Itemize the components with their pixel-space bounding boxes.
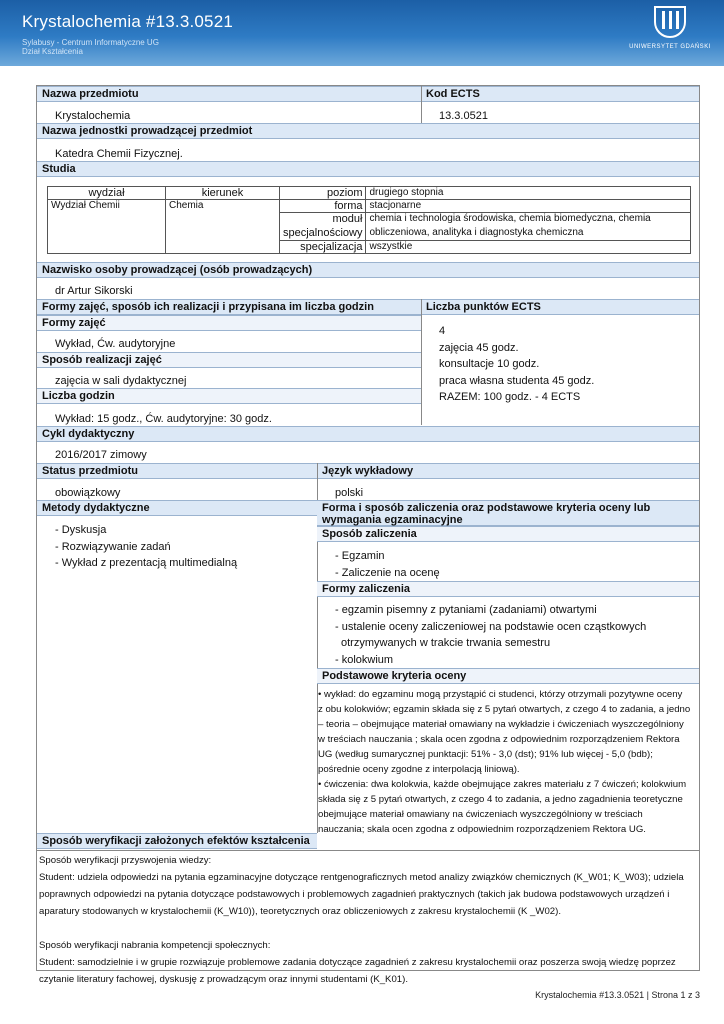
kierunek-value: Chemia [166, 200, 280, 254]
row-key-4: specjalizacja [280, 241, 366, 254]
university-logo [622, 6, 718, 58]
language-label: Język wykładowy [317, 463, 699, 479]
assessment-forms-label: Formy zaliczenia [317, 581, 699, 597]
verification-text: Sposób weryfikacji przyswojenia wiedzy: Student: udziela odpowiedzi na pytania egzaminacyjne dotyczące rentgenograficznych metod analizy związków chemicznych (K_W01; K_W03); udziela poprawnych odpowiedzi na pytania dotyczące podstawowych i problemowych zagadnień praktycznych (takich jak budowa podstawowych urządzeń i aparatury stodowanych w krystalochemii (K_W10)), teoretycznych oraz obliczeniowych z zakresu krystalochemii (K _W02). Sposób weryfikacji nabrania kompetencji społecznych: Student: samodzielnie i w grupie rozwiązuje problemowe zadania dotyczące zagadnień z zakresu krystalochemii oraz poszerza swoją wiedzę poprzez czytanie literatury fachowej, dyskusję z prowadzącym oraz innymi studentami (K_K01). [39, 855, 684, 985]
forms-method: zajęcia w sali dydaktycznej [55, 375, 187, 387]
row-key-2: moduł [280, 213, 366, 227]
col-kierunek: kierunek [166, 187, 280, 200]
banner-subtitle [22, 38, 159, 56]
assessment-label: Forma i sposób zaliczenia oraz podstawowe kryteria oceny lub wymagania egzaminacyjne [317, 500, 699, 526]
logo-text: UNIWERSYTET GDAŃSKI [629, 44, 711, 50]
page-footer: Krystalochemia #13.3.0521 | Strona 1 z 3 [535, 990, 700, 1000]
logo-mark-icon [654, 6, 686, 38]
row-val-0: drugiego stopnia [366, 187, 691, 200]
row-key-0: poziom [280, 187, 366, 200]
forms-method-label: Sposób realizacji zajęć [37, 352, 421, 368]
row-key-3: specjalnościowy [280, 227, 366, 241]
ects-points-list [439, 323, 594, 406]
language-value: polski [335, 487, 364, 499]
row-key-1: forma [280, 200, 366, 213]
course-name-label: Nazwa przedmiotu [37, 86, 421, 102]
ects-line: zajęcia 45 godz. [439, 341, 519, 354]
unit-value: Katedra Chemii Fizycznej. [55, 148, 183, 160]
row-val-4: wszystkie [366, 241, 691, 254]
cycle-label: Cykl dydaktyczny [37, 426, 699, 442]
list-item: - ustalenie oceny zaliczeniowej na podstawie ocen cząstkowych [335, 620, 647, 633]
ects-line: RAZEM: 100 godz. - 4 ECTS [439, 391, 581, 403]
header-banner [0, 0, 724, 66]
didactic-label: Metody dydaktyczne [37, 500, 317, 516]
course-name: Krystalochemia [55, 110, 131, 122]
row-val-1: stacjonarne [366, 200, 691, 213]
ects-code: 13.3.0521 [439, 110, 488, 122]
status-label: Status przedmiotu [37, 463, 317, 479]
list-item: - Dyskusja [55, 524, 107, 536]
studies-table [47, 186, 691, 254]
page-title: Krystalochemia #13.3.0521 [22, 12, 234, 31]
list-item: - egzamin pisemny z pytaniami (zadaniami) otwartymi [335, 604, 597, 616]
assessment-mode-list [335, 548, 440, 581]
row-val-3: obliczeniowa, analityka i diagnostyka chemiczna [366, 227, 691, 241]
forms-types-label: Formy zajęć [37, 315, 421, 331]
ects-code-label: Kod ECTS [421, 86, 699, 102]
lecturer-value: dr Artur Sikorski [55, 285, 133, 297]
cycle-value: 2016/2017 zimowy [55, 449, 147, 461]
forms-types: Wykład, Ćw. audytoryjne [55, 338, 176, 350]
status-value: obowiązkowy [55, 487, 121, 499]
row-val-2: chemia i technologia środowiska, chemia biomedyczna, chemia [366, 213, 691, 227]
list-item: - kolokwium [335, 653, 394, 666]
banner-sub2: Dział Kształcenia [22, 47, 83, 56]
ects-line: 4 [439, 325, 446, 337]
ects-points-label: Liczba punktów ECTS [421, 299, 699, 315]
list-item: - Egzamin [335, 550, 385, 562]
wydzial-value: Wydział Chemii [48, 200, 166, 254]
lecturer-label: Nazwisko osoby prowadzącej (osób prowadzących) [37, 262, 699, 278]
ects-line: praca własna studenta 45 godz. [439, 374, 595, 387]
forms-hours-label: Liczba godzin [37, 388, 421, 404]
forms-hours: Wykład: 15 godz., Ćw. audytoryjne: 30 godz. [55, 413, 272, 425]
didactic-list [55, 522, 237, 572]
syllabus-document [36, 85, 700, 985]
criteria-text: • wykład: do egzaminu mogą przystąpić ci studenci, którzy otrzymali pozytywne oceny z obu kolokwiów; egzamin składa się z 5 pytań otwartych, z czego 4 to zadania, a jedno – teoria – obejmujące materiał omawiany na wykładzie i ćwiczeniach wyszczególniony w treściach nauczania ; skala ocen zgodna z odpowiednim rozporządzeniem Rektora UG (według sumarycznej punktacji: 51% - 3,0 (dst); 91% lub więcej - 5,0 (bdb); pośrednie oceny zgodne z interpolacją liniową). • ćwiczenia: dwa kolokwia, każde obejmujące zakres materiału z 7 ćwiczeń; kolokwium składa się z 5 pytań otwartych, z czego 4 to zadania, a jedno zagadnienia teoretyczne obejmujące materiał omawiany na ćwiczeniach wyszczególniony w treściach nauczania; skala ocen zgodna z odpowiednim rozporządzeniem Rektora UG. [318, 689, 691, 835]
col-wydzial: wydział [48, 187, 166, 200]
assessment-forms-list [335, 602, 646, 668]
studies-label: Studia [37, 161, 699, 177]
ects-line: konsultacje 10 godz. [439, 358, 540, 370]
banner-sub1: Sylabusy - Centrum Informatyczne UG [22, 38, 159, 47]
verification-label: Sposób weryfikacji założonych efektów kształcenia [37, 833, 317, 849]
forms-label: Formy zajęć, sposób ich realizacji i przypisana im liczba godzin [37, 299, 421, 315]
criteria-label: Podstawowe kryteria oceny [317, 668, 699, 684]
list-item: - Zaliczenie na ocenę [335, 566, 440, 579]
list-item: - Rozwiązywanie zadań [55, 540, 171, 553]
list-item: - Wykład z prezentacją multimedialną [55, 557, 238, 569]
unit-label: Nazwa jednostki prowadzącej przedmiot [37, 123, 699, 139]
assessment-mode-label: Sposób zaliczenia [317, 526, 699, 542]
list-item: otrzymywanych w trakcie trwania semestru [341, 637, 551, 649]
